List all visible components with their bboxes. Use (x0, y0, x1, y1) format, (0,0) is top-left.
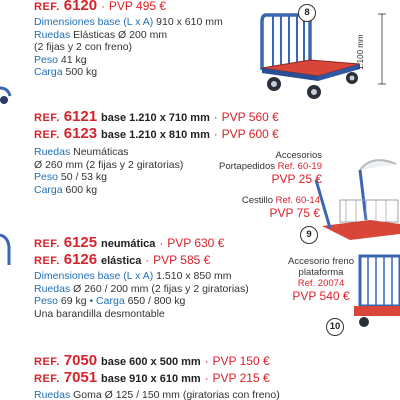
spec-line: Ruedas Goma Ø 125 / 150 mm (giratorias con freno) (34, 389, 280, 400)
height-dimension-label: 1.100 mm (356, 34, 365, 70)
accessory-freno: Accesorio freno plataforma Ref. 20074 PVP 540 € (287, 256, 354, 303)
spec-line: Carga 600 kg (34, 183, 98, 196)
product-7050-header: REF. 7050 base 600 x 500 mm · PVP 150 € (34, 352, 270, 369)
spec-line: Dimensiones base (L x A) 910 x 610 mm (34, 16, 223, 28)
spec-line: (2 fijas y 2 con freno) (34, 41, 133, 53)
product-6125-header: REF. 6125 neumática · PVP 630 € (34, 234, 225, 251)
spec-line: Ruedas Neumáticas (34, 146, 129, 158)
ref-number: 6120 (63, 0, 98, 14)
separator: · (101, 0, 105, 13)
ref-label: REF. (34, 1, 60, 13)
product-6121-header: REF. 6121 base 1.210 x 710 mm · PVP 560 € (34, 108, 279, 125)
figure-8-badge: 8 (298, 4, 316, 22)
accessory-portapedidos: Accesorios Portapedidos Ref. 60-19 PVP 25 € (219, 150, 322, 186)
spec-line: Ruedas Ø 260 / 200 mm (2 fijas y 2 giratorias) (34, 282, 249, 295)
figure-10-badge: 10 (326, 318, 344, 336)
figure-9-badge: 9 (300, 226, 318, 244)
trolley-10-photo (350, 250, 400, 340)
trolley-8-photo (248, 0, 400, 108)
product-6125-specs (34, 270, 249, 320)
spec-line: Peso 69 kg • Carga 650 / 800 kg (34, 295, 186, 307)
spec-line: Carga 500 kg (34, 66, 98, 78)
spec-line: Ruedas Elásticas Ø 200 mm (34, 28, 168, 41)
product-7051-header: REF. 7051 base 910 x 610 mm · PVP 215 € (34, 369, 270, 386)
product-6120-header (34, 0, 166, 15)
product-6121-specs (34, 146, 183, 196)
partial-trolley-left-top (0, 70, 14, 110)
product-6120-specs (34, 16, 223, 79)
partial-trolley-left-mid (0, 225, 12, 275)
price: PVP 495 € (108, 0, 167, 13)
spec-line: Una barandilla desmontable (34, 307, 165, 320)
product-6123-header: REF. 6123 base 1.210 x 810 mm · PVP 600 € (34, 125, 279, 142)
spec-line: Ø 260 mm (2 fijas y 2 giratorias) (34, 158, 184, 171)
accessory-cestillo: Cestillo Ref. 60-14 PVP 75 € (241, 195, 320, 220)
spec-line: Peso 41 kg (34, 53, 87, 66)
product-7050-specs (34, 389, 280, 400)
product-6126-header: REF. 6126 elástica · PVP 585 € (34, 251, 211, 268)
spec-line: Peso 50 / 53 kg (34, 171, 107, 183)
spec-line: Dimensiones base (L x A) 1.510 x 850 mm (34, 270, 232, 282)
